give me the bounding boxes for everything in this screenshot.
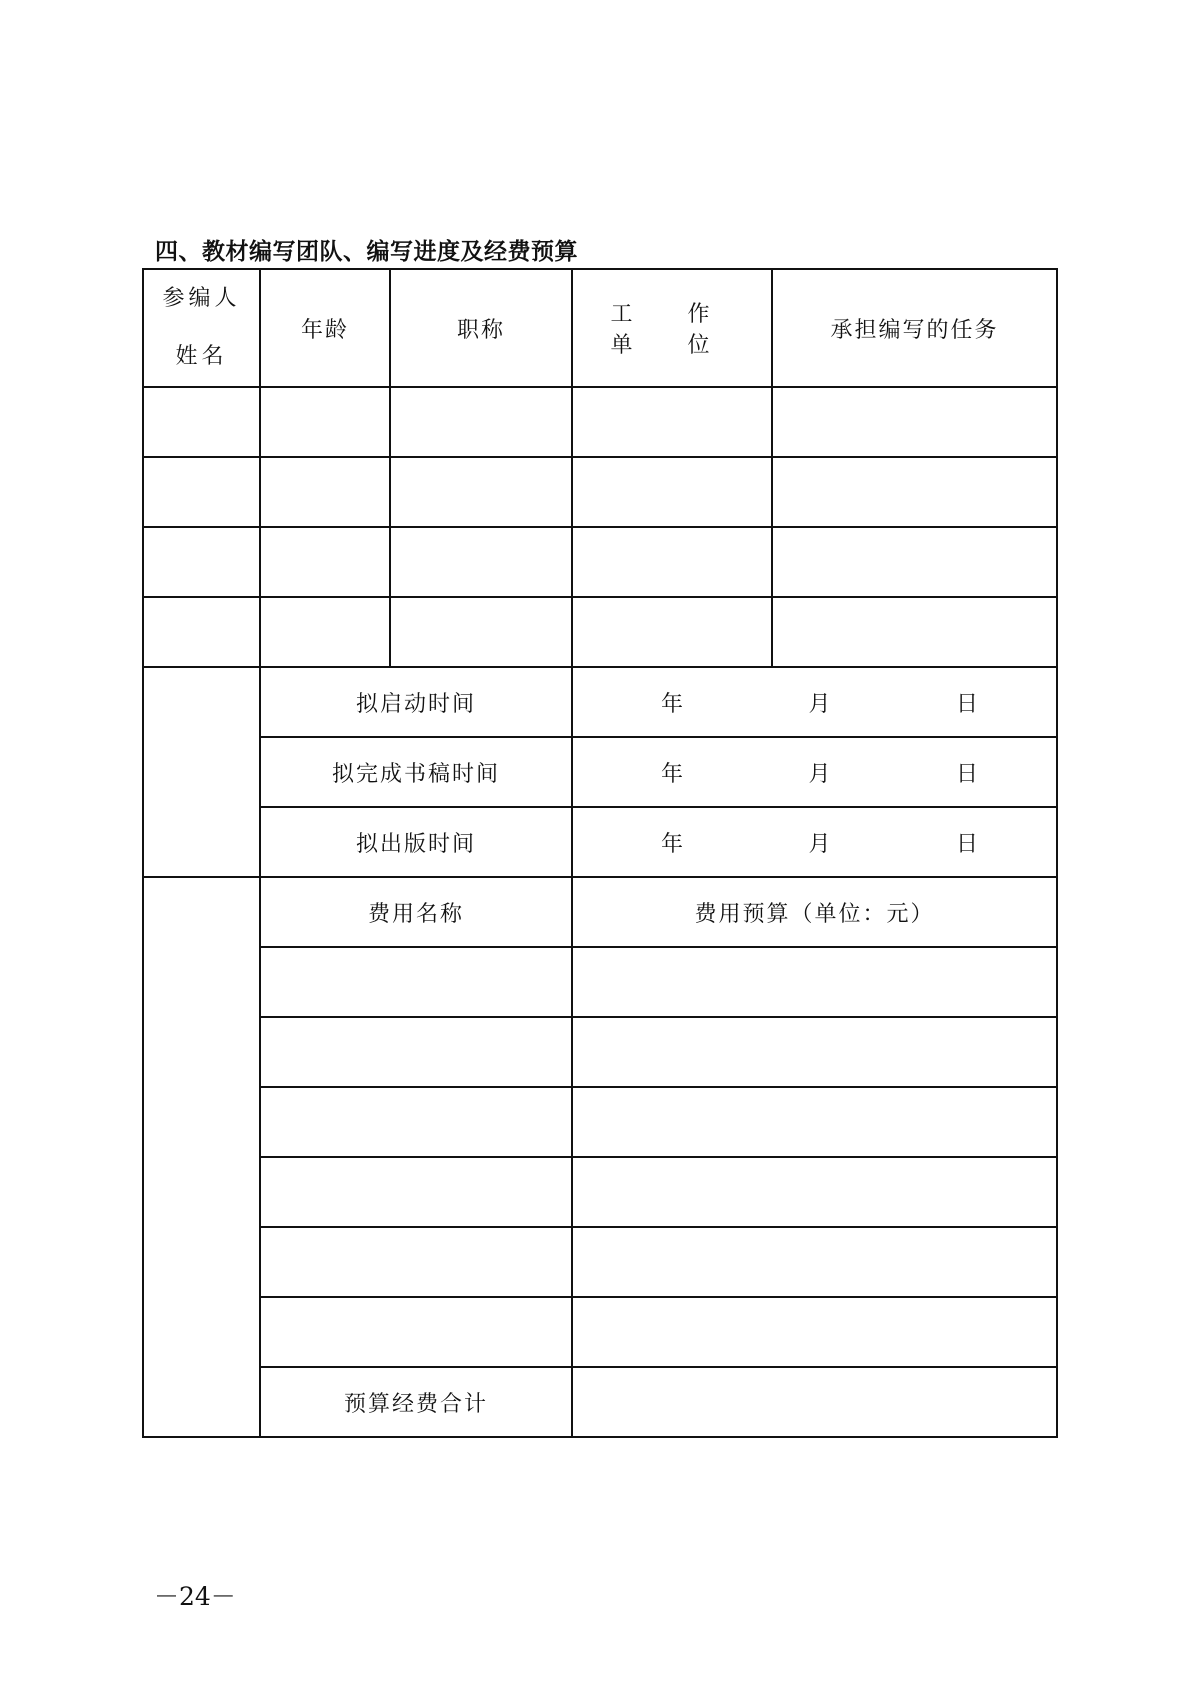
schedule-row — [143, 807, 1057, 877]
schedule-day-label: 日 — [955, 761, 978, 787]
budget-item-name-cell[interactable] — [260, 1017, 572, 1087]
budget-row — [143, 1227, 1057, 1297]
member-age-cell[interactable] — [260, 597, 390, 667]
schedule-date-cell[interactable] — [572, 667, 1057, 737]
budget-total-label: 预算经费合计 — [260, 1367, 572, 1437]
header-task: 承担编写的任务 — [772, 269, 1057, 387]
schedule-month-label: 月 — [808, 761, 831, 787]
budget-item-amount-cell[interactable] — [572, 1087, 1057, 1157]
member-age-cell[interactable] — [260, 527, 390, 597]
schedule-date-cell[interactable] — [572, 807, 1057, 877]
team-header-row — [143, 269, 1057, 387]
budget-item-amount-cell[interactable] — [572, 1297, 1057, 1367]
member-name-cell[interactable] — [143, 387, 260, 457]
schedule-day-label: 日 — [955, 831, 978, 857]
schedule-label: 拟出版时间 — [260, 807, 572, 877]
budget-total-amount-cell[interactable] — [572, 1367, 1057, 1437]
member-work-unit-cell[interactable] — [572, 597, 772, 667]
budget-total-row — [143, 1367, 1057, 1437]
team-member-row — [143, 527, 1057, 597]
header-member-name — [143, 269, 260, 387]
budget-side-cell — [143, 877, 260, 1437]
schedule-label: 拟启动时间 — [260, 667, 572, 737]
member-title-cell[interactable] — [390, 457, 572, 527]
page-number: －24－ — [154, 1582, 236, 1611]
budget-row — [143, 1297, 1057, 1367]
member-age-cell[interactable] — [260, 387, 390, 457]
team-member-row — [143, 597, 1057, 667]
header-work-unit: 工 作 单 位 — [572, 269, 772, 387]
schedule-month-label: 月 — [808, 691, 831, 717]
member-title-cell[interactable] — [390, 597, 572, 667]
schedule-side-cell — [143, 667, 260, 877]
schedule-row — [143, 667, 1057, 737]
member-work-unit-cell[interactable] — [572, 527, 772, 597]
schedule-day-label: 日 — [955, 691, 978, 717]
budget-header-name: 费用名称 — [260, 877, 572, 947]
member-title-cell[interactable] — [390, 387, 572, 457]
budget-item-amount-cell[interactable] — [572, 1157, 1057, 1227]
team-schedule-budget-table — [142, 268, 1058, 1438]
member-title-cell[interactable] — [390, 527, 572, 597]
schedule-date-cell[interactable] — [572, 737, 1057, 807]
budget-item-amount-cell[interactable] — [572, 947, 1057, 1017]
budget-header-row — [143, 877, 1057, 947]
member-task-cell[interactable] — [772, 387, 1057, 457]
team-member-row — [143, 387, 1057, 457]
member-task-cell[interactable] — [772, 527, 1057, 597]
budget-item-name-cell[interactable] — [260, 1087, 572, 1157]
budget-item-name-cell[interactable] — [260, 1297, 572, 1367]
member-name-cell[interactable] — [143, 597, 260, 667]
schedule-year-label: 年 — [661, 691, 684, 717]
schedule-year-label: 年 — [661, 831, 684, 857]
member-task-cell[interactable] — [772, 597, 1057, 667]
schedule-label: 拟完成书稿时间 — [260, 737, 572, 807]
budget-item-amount-cell[interactable] — [572, 1227, 1057, 1297]
budget-item-name-cell[interactable] — [260, 947, 572, 1017]
team-member-row — [143, 457, 1057, 527]
budget-row — [143, 1087, 1057, 1157]
budget-row — [143, 947, 1057, 1017]
member-work-unit-cell[interactable] — [572, 387, 772, 457]
budget-item-name-cell[interactable] — [260, 1157, 572, 1227]
header-age: 年龄 — [260, 269, 390, 387]
member-name-cell[interactable] — [143, 527, 260, 597]
header-member-name-line1: 参编人 — [162, 286, 241, 311]
budget-header-amount: 费用预算（单位：元） — [572, 877, 1057, 947]
section-title: 四、教材编写团队、编写进度及经费预算 — [155, 239, 578, 265]
header-member-name-line2: 姓名 — [175, 344, 228, 369]
schedule-month-label: 月 — [808, 831, 831, 857]
member-name-cell[interactable] — [143, 457, 260, 527]
budget-row — [143, 1017, 1057, 1087]
budget-item-name-cell[interactable] — [260, 1227, 572, 1297]
header-title: 职称 — [390, 269, 572, 387]
schedule-row — [143, 737, 1057, 807]
budget-item-amount-cell[interactable] — [572, 1017, 1057, 1087]
member-work-unit-cell[interactable] — [572, 457, 772, 527]
member-age-cell[interactable] — [260, 457, 390, 527]
member-task-cell[interactable] — [772, 457, 1057, 527]
budget-row — [143, 1157, 1057, 1227]
schedule-year-label: 年 — [661, 761, 684, 787]
